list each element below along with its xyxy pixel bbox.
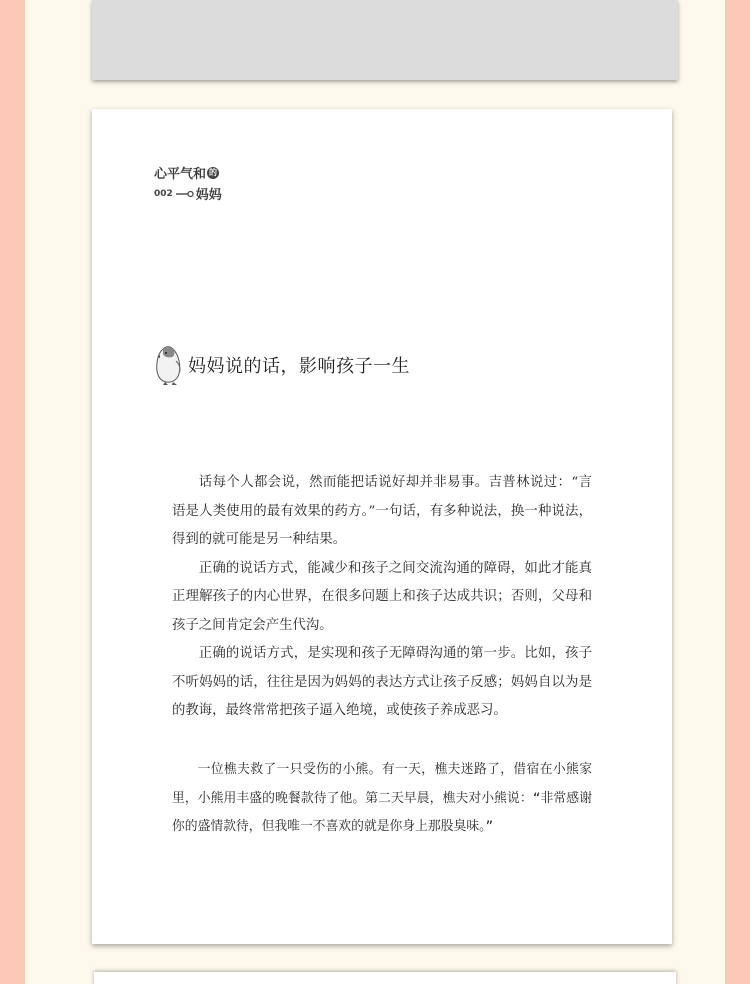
section-title: 妈妈说的话，影响孩子一生 (188, 356, 410, 377)
penguin-icon (154, 343, 184, 387)
series-title: 心平气和 (154, 167, 207, 182)
paragraph-2: 正确的说话方式，能减少和孩子之间交流沟通的障碍，如此才能真正理解孩子的内心世界，在很多问题上和孩子达成共识；否则，父母和孩子之间肯定会产生代沟。 (172, 560, 592, 633)
series-badge: 的 (209, 167, 218, 177)
chapter-name: 妈妈 (195, 188, 222, 203)
section-title-row (154, 343, 410, 387)
page-info-row (154, 184, 222, 203)
book-page[interactable] (92, 109, 672, 944)
paragraph-3: 正确的说话方式，是实现和孩子无障碍沟通的第一步。比如，孩子不听妈妈的话，往往是因为妈妈的表达方式让孩子反感；妈妈自以为是的教诲，最终常常把孩子逼入绝境，或使孩子养成恶习。 (172, 646, 592, 718)
paragraph-1: 话每个人都会说，然而能把话说好却并非易事。吉普林说过：“言语是人类使用的最有效果的药方。”一句话，有多种说法，换一种说法，得到的就可能是另一种结果。 (172, 475, 592, 547)
story-text (172, 756, 592, 842)
connector-icon (176, 190, 194, 198)
page-number: 002 (154, 188, 173, 199)
series-title-row (154, 163, 222, 182)
running-header (154, 163, 222, 203)
body-text (172, 469, 592, 726)
previous-page[interactable] (92, 0, 678, 80)
next-page[interactable] (94, 972, 676, 984)
story-paragraph: 一位樵夫救了一只受伤的小熊。有一天，樵夫迷路了，借宿在小熊家里，小熊用丰盛的晚餐款待了他。第二天早晨，樵夫对小熊说：“非常感谢你的盛情款待，但我唯一不喜欢的就是你身上那股臭味。” (172, 762, 592, 834)
